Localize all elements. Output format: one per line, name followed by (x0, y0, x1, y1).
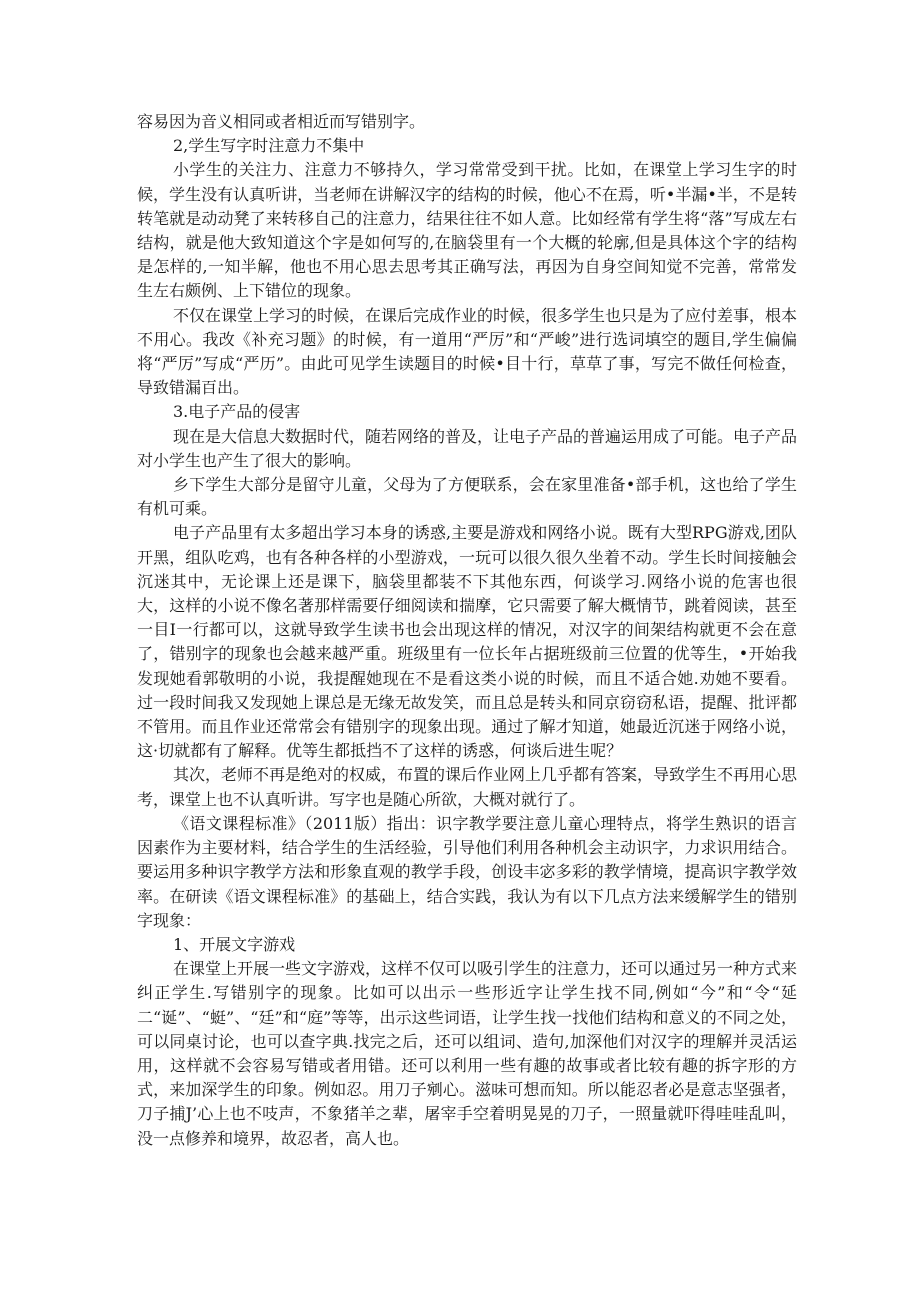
paragraph: 小学生的关注力、注意力不够持久，学习常常受到干扰。比如，在课堂上学习生字的时候，学生没有认真听讲，当老师在讲解汉字的结构的时候，他心不在焉，听•半漏•半，不是转转笔就是动动凳了来转移自己的注意力，结果往往不如人意。比如经常有学生将“落”写成左右结构，就是他大致知道这个字是如何写的,在脑袋里有一个大概的轮廓,但是具体这个字的结构是怎样的,一知半解，他也不用心思去思考其正确写法，再因为自身空间知觉不完善，常常发生左右颇例、上下错位的现象。 (137, 160, 797, 301)
document-body (137, 110, 797, 1151)
section-heading: 3.电子产品的侵害 (173, 402, 301, 422)
paragraph: 电子产品里有太多超出学习本身的诱惑,主要是游戏和网络小说。既有大型RPG游戏,团队开黑，组队吃鸡，也有各种各样的小型游戏，一玩可以很久很久坐着不动。学生长时间接触会沉迷其中，无论课上还是课下，脑袋里都装不下其他东西，何谈学习.网络小说的危害也很大，这样的小说不像名著那样需要仔细阅读和揣摩，它只需要了解大概情节，跳着阅读，甚至一目I一行都可以，这就导致学生读书也会出现这样的情况，对汉字的间架结构就更不会在意了，错别字的现象也会越来越严重。班级里有一位长年占据班级前三位置的优等生，•开始我发现她看郭敬明的小说，我提醒她现在不是看这类小说的时候，而且不适合她.劝她不要看。过一段时间我又发现她上课总是无缘无故发笑，而且总是转头和同京窃窃私语，提醒、批评都不管用。而且作业还常常会有错别字的现象出现。通过了解才知道，她最近沉迷于网络小说，这·切就都有了解释。优等生都抵挡不了这样的诱惑，何谈后进生呢？ (137, 523, 797, 761)
paragraph: 在课堂上开展一些文字游戏，这样不仅可以吸引学生的注意力，还可以通过另一种方式来纠正学生.写错别字的现象。比如可以出示一些形近字让学生找不同,例如“今”和“令“延二“诞”、“蜓”、“廷”和“庭”等等，出示这些词语，让学生找一找他们结构和意义的不同之处，可以同桌讨论，也可以查字典.找完之后，还可以组词、造句,加深他们对汉字的理解并灵活运用，这样就不会容易写错或者用错。还可以利用一些有趣的故事或者比较有趣的拆字形的方式，来加深学生的印象。例如忍。用刀子剜心。滋味可想而知。所以能忍者必是意志坚强者，刀子捕J’心上也不吱声，不象猪羊之辈，屠宰手空着明晃晃的刀子，一照量就吓得哇哇乱叫，没一点修养和境界，故忍者，高人也。 (137, 959, 798, 1148)
section-heading: 2,学生写字时注意力不集中 (173, 136, 365, 156)
paragraph: 不仅在课堂上学习的时候，在课后完成作业的时候，很多学生也只是为了应付差事，根本不用心。我改《补充习题》的时候，有一道用“严厉”和“严峻”进行选词填空的题目,学生偏偏将“严厉”写成“严历”。由此可见学生读题目的时候•目十行，草草了事，写完不做任何检查，导致错漏百出。 (137, 305, 798, 398)
paragraph: 乡下学生大部分是留守儿童，父母为了方便联系，会在家里准备•部手机，这也给了学生有机可乘。 (137, 475, 797, 519)
paragraph-continuation: 容易因为音义相同或者相近而写错别字。 (137, 112, 426, 131)
section-heading: 1、开展文字游戏 (173, 934, 296, 954)
paragraph: 现在是大信息大数据时代，随若网络的普及，让电子产品的普遍运用成了可能。电子产品对小学生也产生了很大的影响。 (137, 426, 798, 470)
paragraph: 其次，老师不再是绝对的权威，布置的课后作业网上几乎都有答案，导致学生不再用心思考，课堂上也不认真听讲。写字也是随心所欲，大概对就行了。 (137, 765, 798, 809)
paragraph: 《语文课程标准》（2011版）指出：识字教学要注意儿童心理特点，将学生熟识的语言因素作为主要材料，结合学生的生活经验，引导他们利用各种机会主动识字，力求识用结合。要运用多种识字教学方法和形象直观的教学手段，创设丰宓多彩的教学情境，提高识字教学效率。在研读《语文课程标准》的基础上，结合实践，我认为有以下几点方法来缓解学生的错别字现象： (137, 813, 797, 930)
